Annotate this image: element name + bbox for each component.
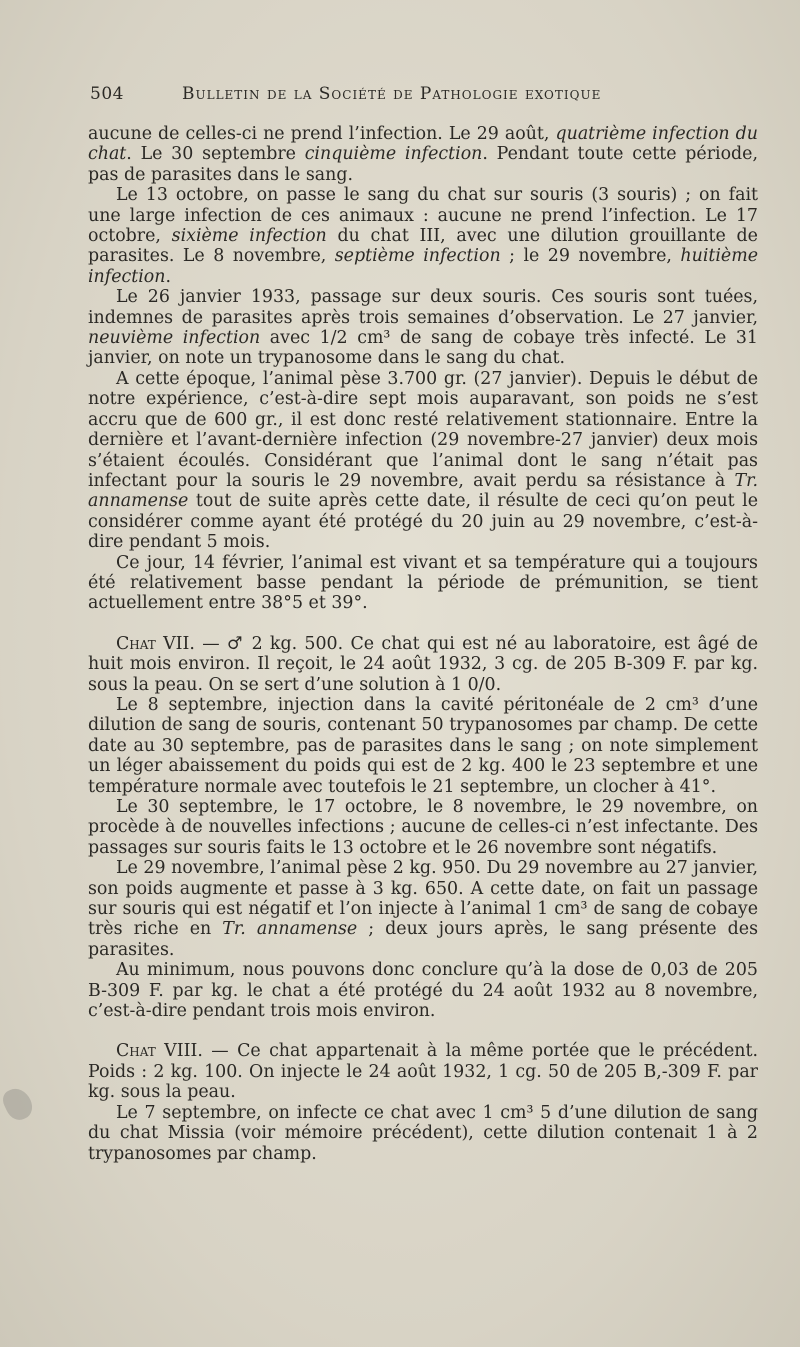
text-run: Au minimum, nous pouvons donc conclure qu’à la dose de 0,03 de 205 B-309 F. par kg. le chat a été protégé du 24 août 1932 au 8 novembre, c’est-à-dire pendant trois mois environ. xyxy=(88,960,758,1022)
paragraph xyxy=(88,695,758,797)
paragraph xyxy=(88,287,758,369)
paragraph xyxy=(88,960,758,1021)
text-run: Le 7 septembre, on infecte ce chat avec 1 cm³ 5 d’une dilution de sang du chat Missia (voir mémoire précédent), cette dilution contenait 1 à 2 trypanosomes par champ. xyxy=(88,1102,758,1164)
text-run: ; le 29 novembre, xyxy=(500,246,681,267)
section-label: Chat VIII xyxy=(116,1041,198,1062)
paragraph xyxy=(88,1103,758,1164)
page-number: 504 xyxy=(90,84,124,104)
ink-smudge xyxy=(0,1084,37,1124)
italic-text: sixième infection xyxy=(171,226,327,247)
running-title: Bulletin de la Société de Pathologie exotique xyxy=(182,84,602,104)
text-run: Le 29 novembre, l’animal pèse 2 kg. 950. Du 29 novembre au 27 janvier, son poids augmente et passe à 3 kg. 650. A cette date, on fait un passage sur souris qui est négatif et l’on injecte à l’animal 1 cm³ de sang de cobaye très riche en xyxy=(88,858,758,940)
article-body xyxy=(88,124,758,1164)
text-run: . xyxy=(165,266,171,287)
italic-text: Tr. annamense xyxy=(88,470,758,512)
text-run: A cette époque, l’animal pèse 3.700 gr. (27 janvier). Depuis le début de notre expérience, c’est-à-dire sept mois auparavant, son poids ne s’est accru que de 600 gr., il est donc resté relativement stationnaire. Entre la dernière et l’avant-dernière infection (29 novembre-27 janvier) deux mois s’étaient écoulés. Considérant que l’animal dont le sang n’était pas infectant pour la souris le 29 novembre, avait perdu sa résistance à xyxy=(88,368,758,491)
text-run: Ce jour, 14 février, l’animal est vivant et sa température qui a toujours été relativement basse pendant la période de prémunition, se tient actuellement entre 38°5 et 39°. xyxy=(88,552,758,614)
italic-text: cinquième infection xyxy=(304,144,483,165)
text-run: aucune de celles-ci ne prend l’infection. Le 29 août, xyxy=(88,124,556,144)
paragraph xyxy=(88,634,758,695)
section-label: Chat VII xyxy=(116,633,190,654)
paragraph xyxy=(88,369,758,553)
italic-text: quatrième infection du chat xyxy=(88,124,758,165)
running-header xyxy=(90,84,650,104)
text-run: du chat III, avec une dilution grouillante de parasites. Le 8 novembre, xyxy=(88,226,758,267)
text-run: Le 8 septembre, injection dans la cavité péritonéale de 2 cm³ d’une dilution de sang de souris, contenant 50 trypanosomes par champ. De cette date au 30 septembre, pas de parasites dans le sang ; on note simplement un léger abaissement du poids qui est de 2 kg. 400 le 23 septembre et une température normale avec toutefois le 21 septembre, un clocher à 41°. xyxy=(88,694,758,797)
paragraph xyxy=(88,858,758,960)
text-run: Le 26 janvier 1933, passage sur deux souris. Ces souris sont tuées, indemnes de parasites après trois semaines d’observation. Le 27 janvier, xyxy=(88,287,758,328)
text-run: . — Ce chat appartenait à la même portée que le précédent. Poids : 2 kg. 100. On injecte le 24 août 1932, 1 cg. 50 de 205 B,-309 F. par kg. sous la peau. xyxy=(88,1041,758,1103)
text-run: . Pendant toute cette période, pas de parasites dans le sang. xyxy=(88,144,759,185)
paragraph xyxy=(88,185,758,287)
paragraph xyxy=(88,1041,758,1102)
text-run: Le 30 septembre, le 17 octobre, le 8 novembre, le 29 novembre, on procède à de nouvelles infections ; aucune de celles-ci n’est infectante. Des passages sur souris faits le 13 octobre et le 26 novembre sont négatifs. xyxy=(88,797,758,858)
italic-text: Tr. annamense xyxy=(222,919,358,940)
paragraph xyxy=(88,797,758,858)
text-run: avec 1/2 cm³ de sang de cobaye très infecté. Le 31 janvier, on note un trypanosome dans le sang du chat. xyxy=(88,328,758,369)
paragraph xyxy=(88,553,758,614)
text-run: ; deux jours après, le sang présente des parasites. xyxy=(88,919,758,960)
paragraph xyxy=(88,124,758,185)
text-run: Le 13 octobre, on passe le sang du chat sur souris (3 souris) ; on fait une large infection de ces animaux : aucune ne prend l’infection. Le 17 octobre, xyxy=(88,185,758,247)
text-run: . — ♂ 2 kg. 500. Ce chat qui est né au laboratoire, est âgé de huit mois environ. Il reçoit, le 24 août 1932, 3 cg. de 205 B-309 F. par kg. sous la peau. On se sert d’une solution à 1 0/0. xyxy=(88,633,758,695)
italic-text: septième infection xyxy=(334,246,501,267)
text-run: . Le 30 septembre xyxy=(126,144,305,165)
italic-text: huitième infection xyxy=(88,246,759,287)
text-run: tout de suite après cette date, il résulte de ceci qu’on peut le considérer comme ayant été protégé du 20 juin au 29 novembre, c’est-à-dire pendant 5 mois. xyxy=(88,491,758,553)
italic-text: neuvième infection xyxy=(88,328,261,349)
